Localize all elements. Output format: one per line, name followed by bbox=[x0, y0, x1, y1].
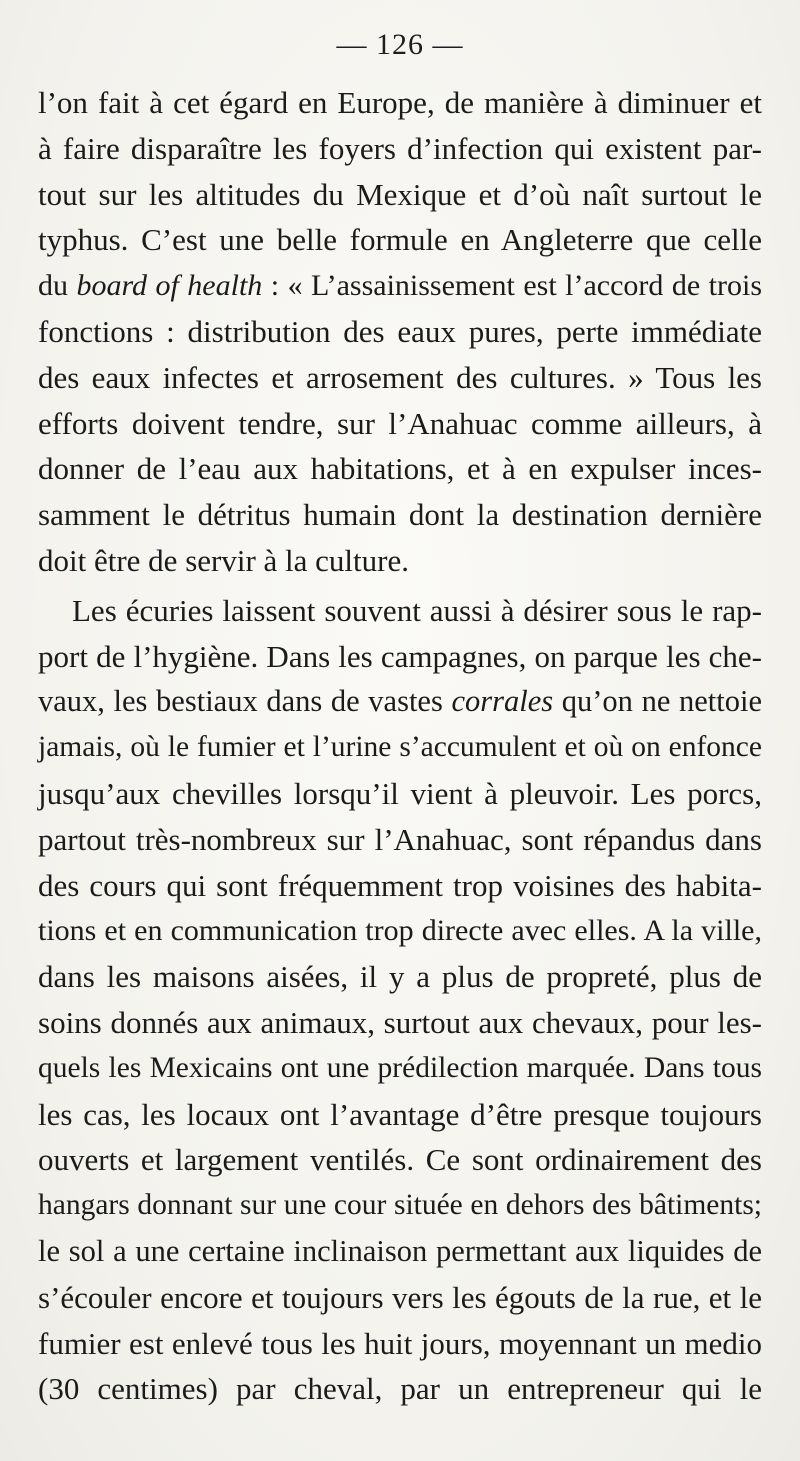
text-line: jamais, où le fumier et l’urine s’accumulent et où on enfonce bbox=[38, 731, 762, 764]
text-line: tout sur les altitudes du Mexique et d’où naît surtout le bbox=[38, 176, 762, 212]
text-line: hangars donnant sur une cour située en dehors des bâtiments; bbox=[38, 1189, 762, 1222]
text-line: Les écuries laissent souvent aussi à désirer sous le rap- bbox=[72, 592, 762, 628]
text-line bbox=[38, 263, 762, 309]
text-line: à faire disparaître les foyers d’infection qui existent par- bbox=[38, 130, 762, 166]
text-fragment: : « L’assainissement est l’accord de trois bbox=[262, 269, 763, 303]
text-line: fonctions : distribution des eaux pures, perte immédiate bbox=[38, 313, 762, 349]
text-fragment: du bbox=[38, 269, 77, 303]
text-line: l’on fait à cet égard en Europe, de manière à diminuer et bbox=[38, 85, 762, 120]
page-number: — 126 — bbox=[336, 28, 464, 61]
text-line: des cours qui sont fréquemment trop voisines des habita- bbox=[38, 867, 762, 903]
text-line: le sol a une certaine inclinaison permettant aux liquides de bbox=[38, 1233, 762, 1268]
text-line: s’écouler encore et toujours vers les égouts de la rue, et le bbox=[38, 1279, 762, 1315]
text-line: les cas, les locaux ont l’avantage d’être presque toujours bbox=[38, 1096, 762, 1132]
text-line: fumier est enlevé tous les huit jours, moyennant un medio bbox=[38, 1325, 762, 1361]
text-line bbox=[38, 679, 762, 725]
paragraph-1 bbox=[38, 80, 762, 584]
text-line: donner de l’eau aux habitations, et à en expulser inces- bbox=[38, 451, 762, 487]
text-fragment: vaux, les bestiaux dans de vastes bbox=[38, 684, 452, 719]
text-line: doit être de servir à la culture. bbox=[38, 542, 409, 578]
text-line: tions et en communication trop directe avec elles. A la ville, bbox=[38, 914, 762, 948]
text-line: typhus. C’est une belle formule en Angleterre que celle bbox=[38, 222, 762, 258]
text-line: (30 centimes) par cheval, par un entrepreneur qui le bbox=[38, 1371, 762, 1407]
text-line: samment le détritus humain dont la destination dernière bbox=[38, 497, 762, 533]
paragraph-2 bbox=[38, 588, 762, 1412]
text-line: quels les Mexicains ont une prédilection marquée. Dans tous bbox=[38, 1051, 762, 1084]
text-line: efforts doivent tendre, sur l’Anahuac comme ailleurs, à bbox=[38, 405, 762, 441]
text-line: soins donnés aux animaux, surtout aux chevaux, pour les- bbox=[38, 1004, 762, 1040]
text-line: ouverts et largement ventilés. Ce sont ordinairement des bbox=[38, 1142, 762, 1178]
italic-term: board of health bbox=[76, 269, 263, 303]
text-line: des eaux infectes et arrosement des cultures. » Tous les bbox=[38, 359, 762, 395]
body-text bbox=[38, 80, 762, 1412]
text-line: dans les maisons aisées, il y a plus de propreté, plus de bbox=[38, 959, 762, 995]
text-line: partout très-nombreux sur l’Anahuac, sont répandus dans bbox=[38, 821, 762, 857]
text-line: jusqu’aux chevilles lorsqu’il vient à pleuvoir. Les porcs, bbox=[38, 775, 762, 811]
italic-term: corrales bbox=[451, 684, 554, 719]
text-line: port de l’hygiène. Dans les campagnes, on parque les che- bbox=[38, 638, 762, 674]
text-fragment: qu’on ne nettoie bbox=[553, 684, 762, 719]
